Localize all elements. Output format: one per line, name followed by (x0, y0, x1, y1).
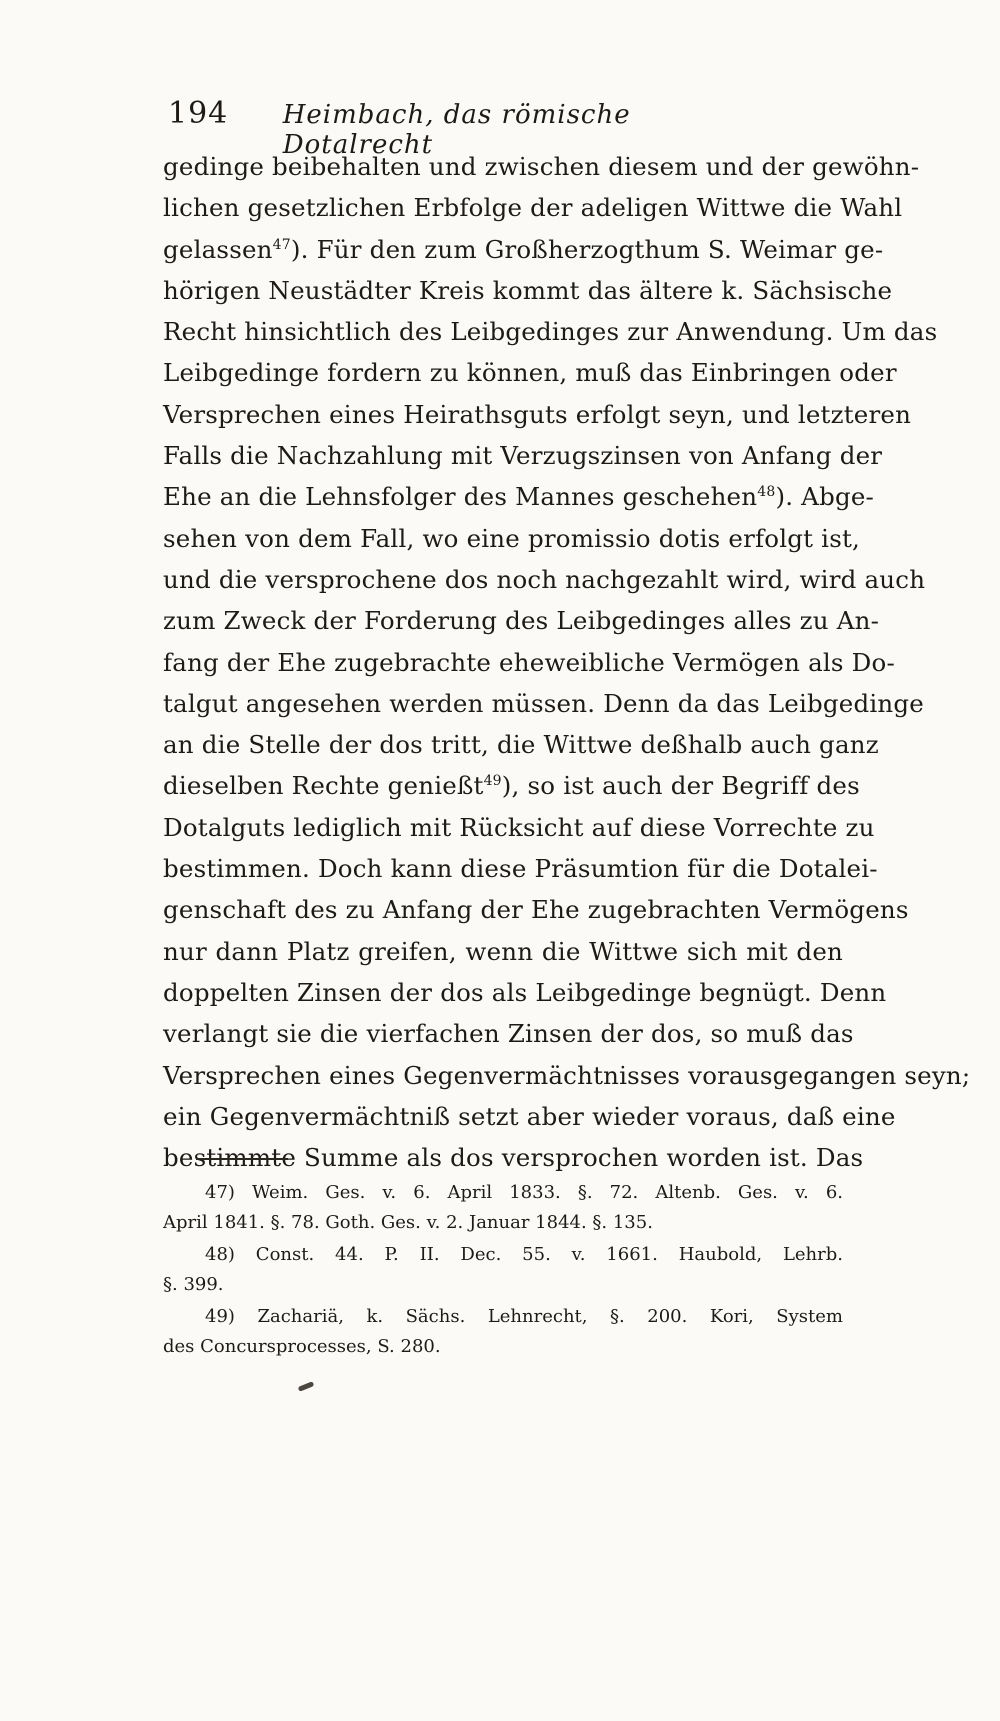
footnote-line: 48) Const. 44. P. II. Dec. 55. v. 1661. Haubold, Lehrb. (205, 1244, 843, 1265)
text-line: bestimmen. Doch kann diese Präsumtion für die Dotalei- (163, 854, 878, 884)
text-line: hörigen Neustädter Kreis kommt das ältere k. Sächsische (163, 275, 893, 305)
text-line: Versprechen eines Gegenvermächtnisses vorausgegangen seyn; (163, 1060, 971, 1090)
text-line: Leibgedinge fordern zu können, muß das Einbringen oder (163, 358, 897, 388)
text-line: sehen von dem Fall, wo eine promissio dotis erfolgt ist, (163, 523, 861, 553)
text-line: bestimmte Summe als dos versprochen worden ist. Das (163, 1143, 864, 1173)
footnote-ref-48: 48 (757, 484, 776, 501)
text-line: lichen gesetzlichen Erbfolge der adeligen Wittwe die Wahl (163, 193, 903, 223)
footnote-line: §. 399. (163, 1273, 224, 1295)
text-line: Ehe an die Lehnsfolger des Mannes geschehen$^{48}$). Abge- (163, 482, 875, 512)
text-line: doppelten Zinsen der dos als Leibgedinge begnügt. Denn (163, 977, 887, 1007)
text-line: gelassen$^{47}$). Für den zum Großherzogthum S. Weimar ge- (163, 234, 884, 264)
text-line: talgut angesehen werden müssen. Denn da das Leibgedinge (163, 688, 924, 718)
footnote-line: April 1841. §. 78. Goth. Ges. v. 2. Januar 1844. §. 135. (163, 1211, 653, 1233)
footnote-47 (163, 1178, 843, 1237)
text-line: zum Zweck der Forderung des Leibgedinges alles zu An- (163, 606, 880, 636)
text-line: Dotalguts lediglich mit Rücksicht auf diese Vorrechte zu (163, 812, 875, 842)
text-line: gedinge beibehalten und zwischen diesem und der gewöhn- (163, 152, 920, 181)
footnote-line: des Concursprocesses, S. 280. (163, 1335, 441, 1357)
text-line: Falls die Nachzahlung mit Verzugszinsen von Anfang der (163, 441, 883, 471)
text-line: ein Gegenvermächtniß setzt aber wieder voraus, daß eine (163, 1101, 896, 1131)
text-line: verlangt sie die vierfachen Zinsen der dos, so muß das (163, 1019, 854, 1049)
ink-blemish (298, 1381, 315, 1392)
footnote-divider (196, 1158, 288, 1160)
text-line: und die versprochene dos noch nachgezahlt wird, wird auch (163, 564, 926, 594)
text-line: an die Stelle der dos tritt, die Wittwe deßhalb auch ganz (163, 730, 879, 760)
running-head: Heimbach, das römische Dotalrecht (282, 100, 631, 160)
page-number: 194 (168, 96, 229, 131)
footnote-49 (163, 1302, 843, 1361)
text-line: nur dann Platz greifen, wenn die Wittwe sich mit den (163, 936, 843, 966)
text-line: genschaft des zu Anfang der Ehe zugebrachten Vermögens (163, 895, 909, 925)
footnote-line: 47) Weim. Ges. v. 6. April 1833. §. 72. Altenb. Ges. v. 6. (205, 1182, 843, 1203)
main-text (163, 146, 971, 1178)
footnote-line: 49) Zachariä, k. Sächs. Lehnrecht, §. 200. Kori, System (205, 1306, 843, 1327)
footnote-ref-47: 47 (272, 236, 291, 253)
text-line: Recht hinsichtlich des Leibgedinges zur Anwendung. Um das (163, 317, 938, 347)
page-header (168, 96, 768, 160)
text-line: fang der Ehe zugebrachte eheweibliche Vermögen als Do- (163, 647, 895, 677)
text-line: dieselben Rechte genießt$^{49}$), so ist auch der Begriff des (163, 771, 860, 801)
footnotes (163, 1178, 843, 1361)
text-line: Versprechen eines Heirathsguts erfolgt seyn, und letzteren (163, 399, 912, 429)
footnote-ref-49: 49 (483, 773, 502, 790)
footnote-48 (163, 1240, 843, 1299)
